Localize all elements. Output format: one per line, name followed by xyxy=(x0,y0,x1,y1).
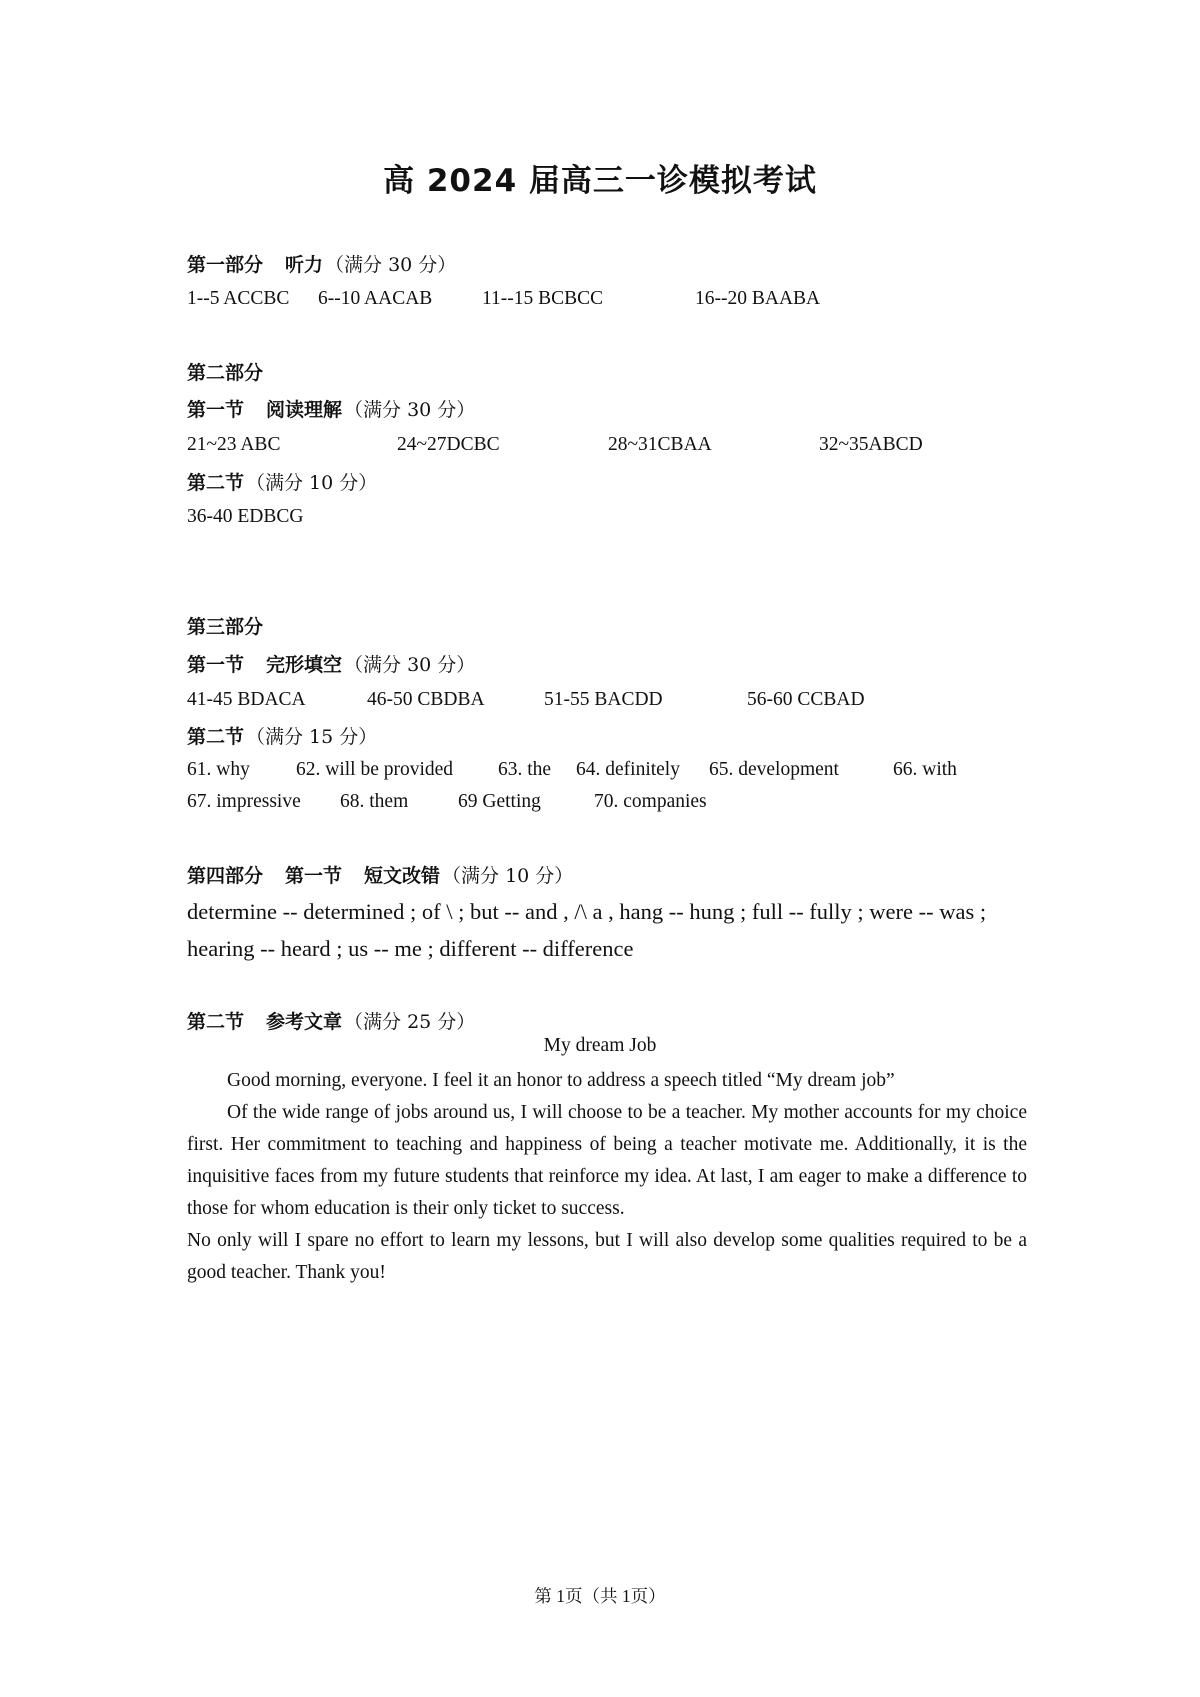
answer-item: 62. will be provided xyxy=(296,759,454,780)
part3-sec1-label: 第一节 xyxy=(187,654,245,676)
answer-group: 41-45 BDACA xyxy=(187,689,306,710)
part1-section-name: 听力 xyxy=(285,254,324,276)
answer-item: 68. them xyxy=(340,791,409,812)
essay-paragraph: No only will I spare no effort to learn my lessons, but I will also develop some qualities required to be a good teacher. Thank you! xyxy=(187,1230,1027,1283)
answer-group: 21~23 ABC xyxy=(187,434,281,455)
part4-sec1-note: （满分 10 分） xyxy=(442,865,574,887)
part3-sec2-label: 第二节 xyxy=(187,726,245,748)
answer-group: 56-60 CCBAD xyxy=(747,689,865,710)
answer-group: 28~31CBAA xyxy=(608,434,712,455)
part1-score-note: （满分 30 分） xyxy=(325,254,457,276)
part3-heading: 第三部分 xyxy=(187,616,264,638)
writing-heading xyxy=(187,1007,475,1034)
part2-sec1-note: （满分 30 分） xyxy=(344,399,476,421)
answer-item: 63. the xyxy=(498,759,552,780)
answer-item: 66. with xyxy=(893,759,957,780)
answer-group: 11--15 BCBCC xyxy=(482,288,604,309)
answer-group: 6--10 AACAB xyxy=(318,288,433,309)
part1-heading xyxy=(187,250,456,277)
answer-group: 51-55 BACDD xyxy=(544,689,663,710)
part2-sec1-heading xyxy=(187,395,475,422)
part4-heading-label: 第四部分 xyxy=(187,865,264,887)
answer-group: 46-50 CBDBA xyxy=(367,689,485,710)
part2-sec1-label: 第一节 xyxy=(187,399,245,421)
part2-sec2-label: 第二节 xyxy=(187,472,245,494)
answer-group: 16--20 BAABA xyxy=(695,288,821,309)
part4-sec1-name: 短文改错 xyxy=(364,865,441,887)
page-footer: 第 1页（共 1页） xyxy=(534,1586,666,1606)
answer-group: 36-40 EDBCG xyxy=(187,506,304,527)
part2-heading: 第二部分 xyxy=(187,362,264,384)
part3-sec2-note: （满分 15 分） xyxy=(246,726,378,748)
part2-sec1-name: 阅读理解 xyxy=(266,399,343,421)
writing-sec-label: 第二节 xyxy=(187,1011,245,1033)
answer-group: 1--5 ACCBC xyxy=(187,288,290,309)
part4-heading xyxy=(187,861,573,888)
essay-title: My dream Job xyxy=(543,1035,657,1056)
part2-sec2-heading xyxy=(187,468,377,495)
essay-paragraph: Good morning, everyone. I feel it an honor to address a speech titled “My dream job” xyxy=(227,1070,895,1091)
part3-sec2-heading xyxy=(187,722,377,749)
answer-item: 70. companies xyxy=(594,791,707,812)
answer-item: 64. definitely xyxy=(576,759,680,780)
answer-item: 61. why xyxy=(187,759,250,780)
part3-sec1-name: 完形填空 xyxy=(266,654,343,676)
answer-group: 24~27DCBC xyxy=(397,434,500,455)
part2-sec2-note: （满分 10 分） xyxy=(246,472,378,494)
page-title: 高 2024 届高三一诊模拟考试 xyxy=(383,163,817,199)
part4-sec1-label: 第一节 xyxy=(285,865,343,887)
part3-sec1-heading xyxy=(187,650,475,677)
part3-sec1-note: （满分 30 分） xyxy=(344,654,476,676)
part1-heading-label: 第一部分 xyxy=(187,254,264,276)
answer-item: 65. development xyxy=(709,759,839,780)
writing-sec-note: （满分 25 分） xyxy=(344,1011,476,1033)
error-correction-answers: determine -- determined ; of \ ; but -- and , /\ a , hang -- hung ; full -- fully ; were -- was ; hearing -- heard ; us -- me ; different -- difference xyxy=(187,899,987,961)
essay-paragraph: Of the wide range of jobs around us, I will choose to be a teacher. My mother accounts for my choice first. Her commitment to teaching and happiness of being a teacher motivate me. Additionally, it is the inquisitive faces from my future students that reinforce my idea. At last, I am eager to make a difference to those for whom education is their only ticket to success. xyxy=(187,1102,1027,1219)
answer-group: 32~35ABCD xyxy=(819,434,923,455)
answer-item: 67. impressive xyxy=(187,791,301,812)
writing-sec-name: 参考文章 xyxy=(266,1011,343,1033)
essay-body xyxy=(187,1065,1027,1289)
answer-item: 69 Getting xyxy=(458,791,541,812)
